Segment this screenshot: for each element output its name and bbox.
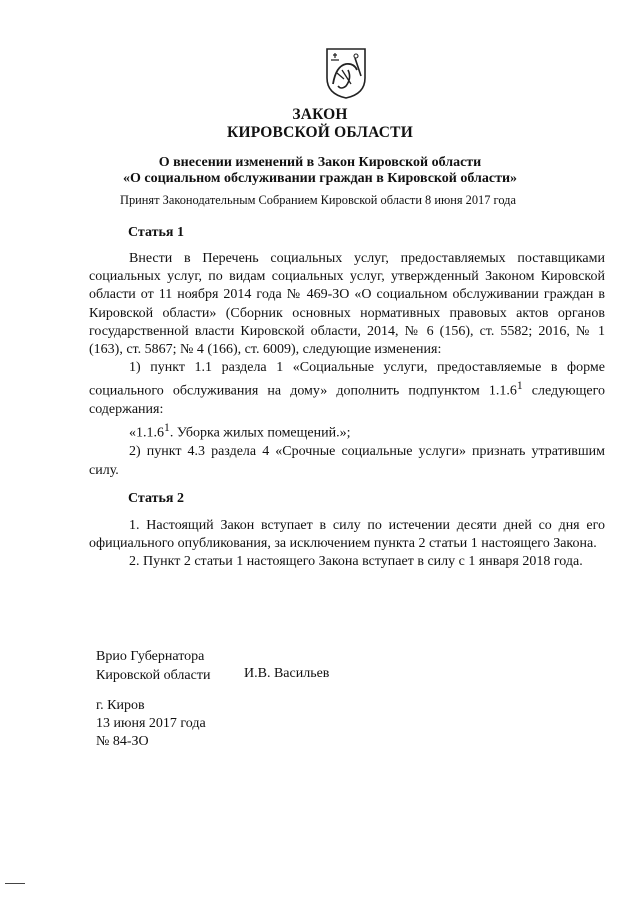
document-title-region: КИРОВСКОЙ ОБЛАСТИ [227, 124, 413, 141]
coat-of-arms-icon [324, 46, 368, 100]
document-title: ЗАКОН [292, 106, 348, 123]
article-1-heading: Статья 1 [128, 225, 184, 240]
article-1-body [89, 250, 605, 480]
signatory-region: Кировской области [96, 668, 211, 683]
adoption-note: Принят Законодательным Собранием Кировской области 8 июня 2017 года [120, 193, 516, 207]
signatory-position: Врио Губернатора [96, 649, 205, 664]
signing-city: г. Киров [96, 698, 145, 713]
signatory-name: И.В. Васильев [244, 666, 330, 681]
article-1-item-1: 1) пункт 1.1 раздела 1 «Социальные услуги, предоставляемые в форме социального обслуживания на дому» дополнить подпунктом 1.1.6$^1$ следующего содержания: [89, 360, 605, 418]
article-1-intro: Внести в Перечень социальных услуг, предоставляемых поставщиками социальных услуг, по видам социальных услуг, утвержденный Законом Кировской области от 11 ноября 2014 года № 469-ЗО «О социальном обслуживании граждан в Кировской области» (Сборник основных нормативных правовых актов органов государственной власти Кировской области, 2014, № 6 (156), ст. 5582; 2016, № 1 (163), ст. 5867; № 4 (166), ст. 6009), следующие изменения: [89, 251, 605, 358]
article-2-paragraph-1: 1. Настоящий Закон вступает в силу по истечении десяти дней со дня его официального опубликования, за исключением пункта 2 статьи 1 настоящего Закона. [89, 518, 605, 552]
article-2-body [89, 517, 605, 572]
signing-date: 13 июня 2017 года [96, 716, 206, 731]
scan-mark [5, 883, 25, 884]
article-2-paragraph-2: 2. Пункт 2 статьи 1 настоящего Закона вступает в силу с 1 января 2018 года. [129, 554, 583, 570]
article-2-heading: Статья 2 [128, 491, 184, 506]
document-subtitle: О внесении изменений в Закон Кировской области [158, 155, 482, 170]
law-number: № 84-ЗО [96, 734, 149, 749]
article-1-item-1-quote: «1.1.6$^1$. Уборка жилых помещений.»; [129, 421, 351, 442]
article-1-item-2: 2) пункт 4.3 раздела 4 «Срочные социальные услуги» признать утратившим силу. [89, 444, 605, 478]
document-subtitle-law-name: «О социальном обслуживании граждан в Кировской области» [122, 171, 518, 186]
